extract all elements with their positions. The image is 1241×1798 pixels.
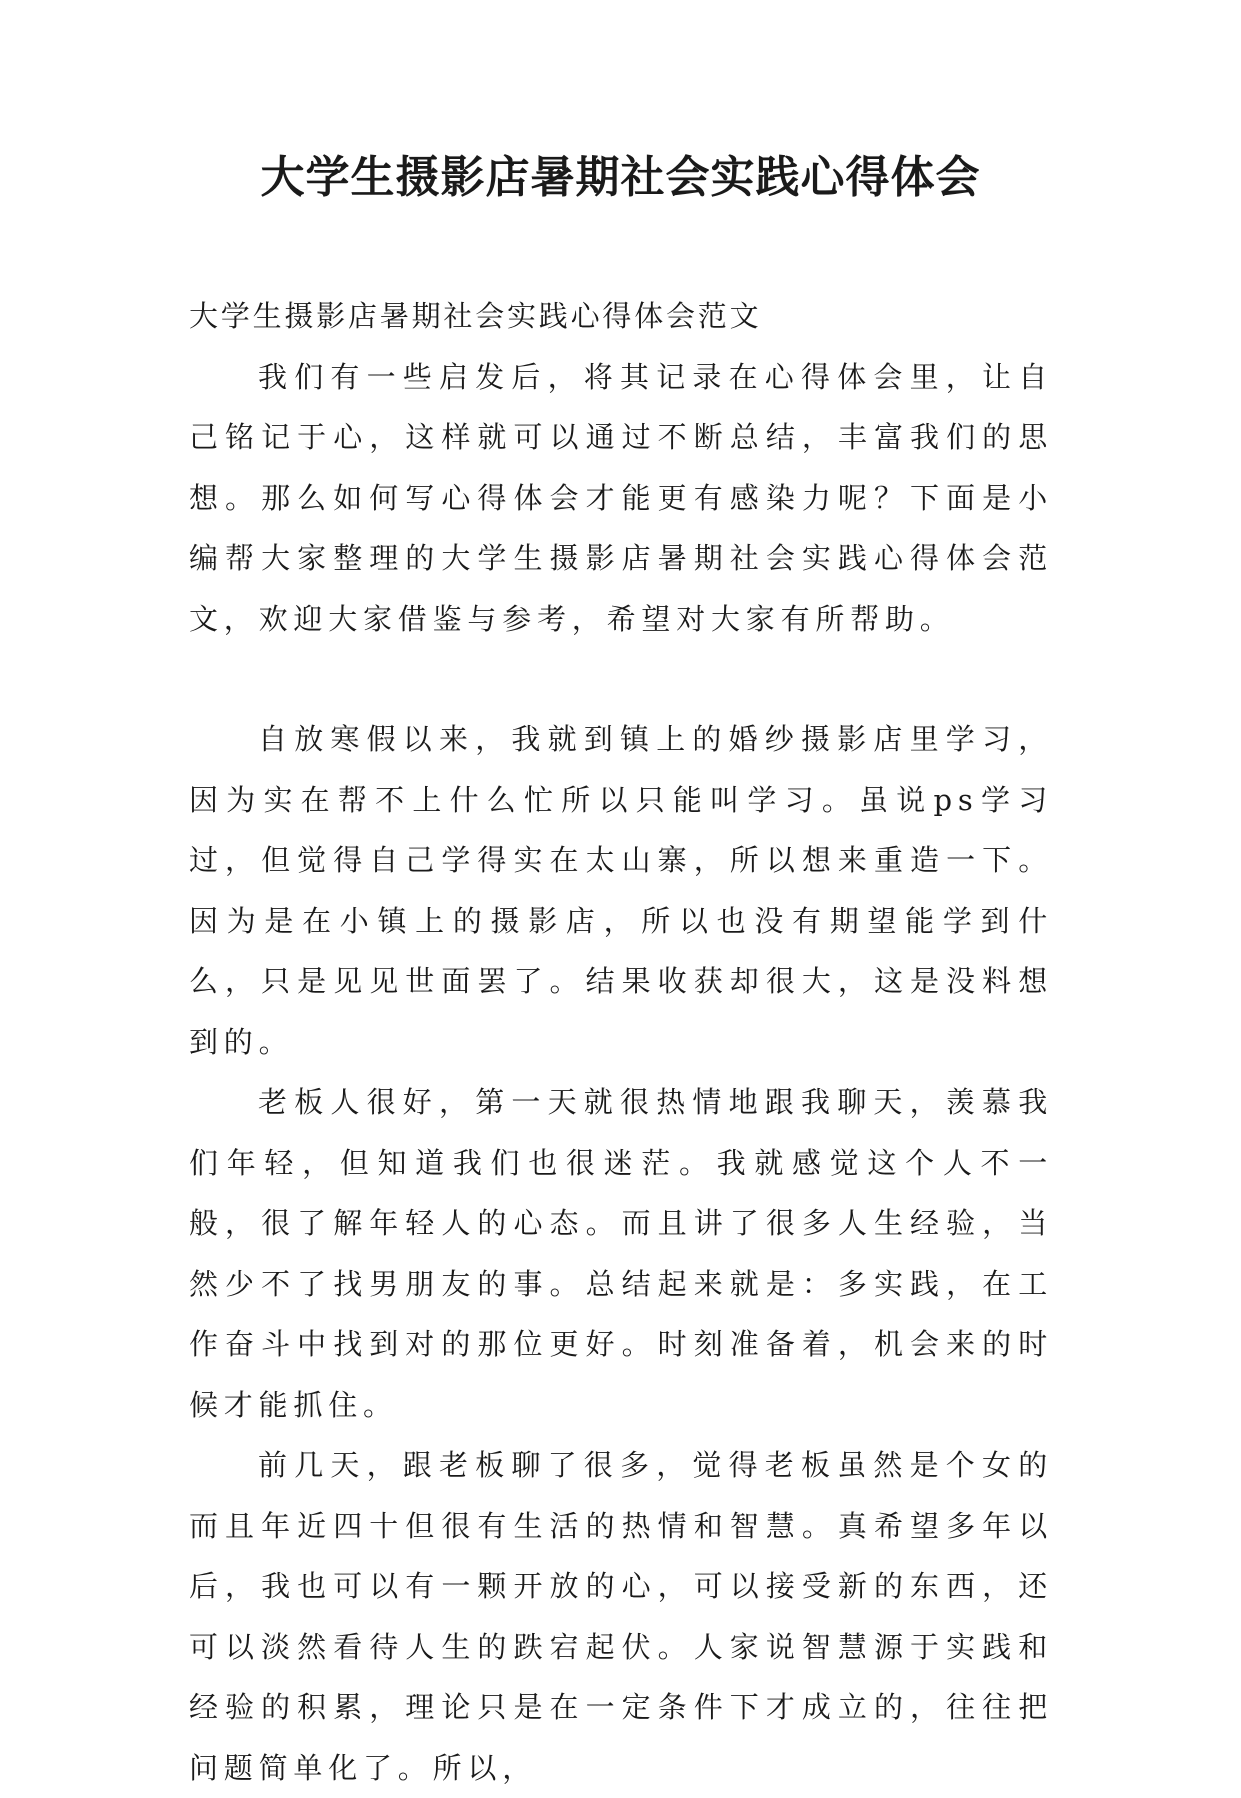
document-title: 大学生摄影店暑期社会实践心得体会 [260,152,981,203]
body-paragraph: 自放寒假以来，我就到镇上的婚纱摄影店里学习，因为实在帮不上什么忙所以只能叫学习。虽说ps学习过，但觉得自己学得实在太山寨，所以想来重造一下。因为是在小镇上的摄影店，所以也没有期望能学到什么，只是见见世面罢了。结果收获却很大，这是没料想到的。 [189,722,1053,1059]
body-paragraph: 老板人很好，第一天就很热情地跟我聊天，羡慕我们年轻，但知道我们也很迷茫。我就感觉这个人不一般，很了解年轻人的心态。而且讲了很多人生经验，当然少不了找男朋友的事。总结起来就是：多实践，在工作奋斗中找到对的那位更好。时刻准备着，机会来的时候才能抓住。 [189,1085,1053,1422]
paragraph-spacer [189,649,1053,709]
body-paragraph: 前几天，跟老板聊了很多，觉得老板虽然是个女的而且年近四十但很有生活的热情和智慧。真希望多年以后，我也可以有一颗开放的心，可以接受新的东西，还可以淡然看待人生的跌宕起伏。人家说智慧源于实践和经验的积累，理论只是在一定条件下才成立的，往往把问题简单化了。所以， [189,1448,1053,1785]
intro-paragraph: 我们有一些启发后，将其记录在心得体会里，让自己铭记于心，这样就可以通过不断总结，丰富我们的思想。那么如何写心得体会才能更有感染力呢？下面是小编帮大家整理的大学生摄影店暑期社会实践心得体会范文，欢迎大家借鉴与参考，希望对大家有所帮助。 [189,359,1053,636]
document-body [189,286,1053,1798]
document-subtitle: 大学生摄影店暑期社会实践心得体会范文 [189,299,762,333]
